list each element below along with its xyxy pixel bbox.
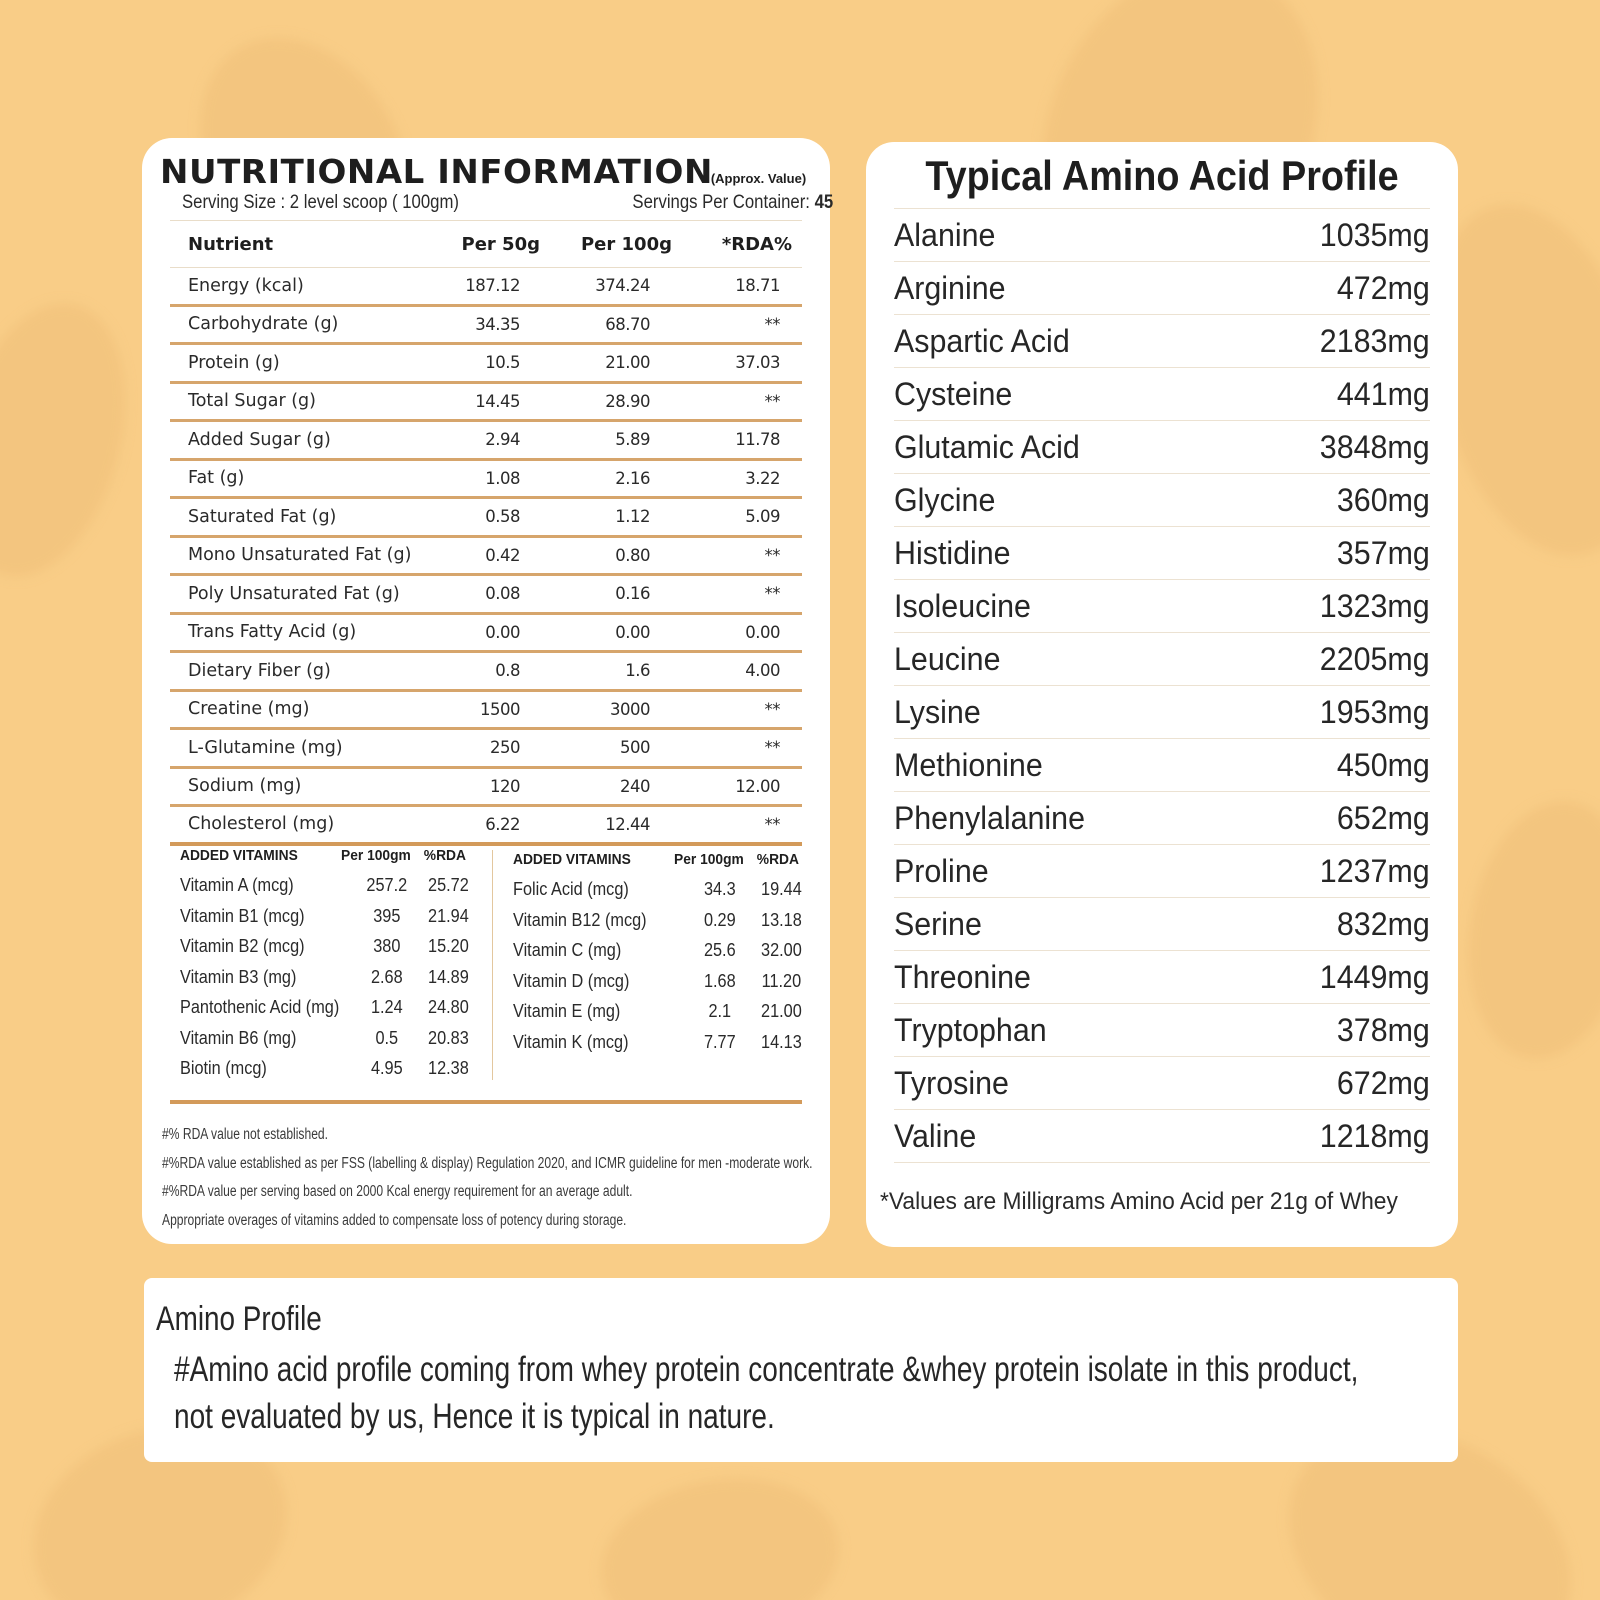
amino-acid-name: Tryptophan: [894, 1011, 1047, 1048]
nutrient-per-50g: 14.45: [475, 391, 520, 411]
nutrient-per-100g: 0.80: [615, 545, 650, 565]
nutrient-rda: 12.00: [735, 776, 780, 796]
background-almond-shape: [1449, 788, 1600, 1072]
vitamin-row: [513, 905, 830, 936]
nutrient-name: L-Glutamine (mg): [188, 737, 343, 758]
vitamin-name: Pantothenic Acid (mg): [180, 996, 340, 1018]
nutrition-info-card: [142, 138, 834, 1244]
nutrition-table-row: [170, 307, 802, 346]
column-header-nutrient: Nutrient: [188, 234, 274, 255]
vitamin-rda: 15.20: [428, 935, 469, 957]
nutrient-name: Sodium (mg): [188, 776, 302, 797]
amino-acid-row: [894, 421, 1430, 474]
vitamin-rda: 20.83: [428, 1026, 469, 1048]
nutrient-per-50g: 2.94: [485, 430, 520, 450]
vitamin-rda: 14.89: [428, 965, 469, 987]
nutrient-rda: **: [764, 545, 780, 565]
nutrition-table-row: [170, 422, 802, 461]
vitamin-row: [180, 901, 497, 932]
nutrient-per-50g: 6.22: [485, 814, 520, 834]
nutrition-table-row: [170, 499, 802, 538]
nutrient-per-50g: 0.00: [485, 622, 520, 642]
amino-acid-row: [894, 845, 1430, 898]
vitamin-per-100gm: 1.68: [703, 969, 736, 991]
nutrient-rda: 4.00: [745, 661, 780, 681]
nutrient-per-50g: 1.08: [485, 468, 520, 488]
amino-acid-value: 472mg: [1337, 269, 1430, 306]
amino-acid-row: [894, 315, 1430, 368]
nutrient-rda: **: [764, 738, 780, 758]
nutrition-table-row: [170, 345, 802, 384]
amino-acid-value: 1953mg: [1320, 693, 1430, 730]
servings-per-container: [632, 192, 833, 214]
amino-acid-name: Valine: [894, 1117, 977, 1154]
vitamins-header-name: ADDED VITAMINS: [513, 850, 631, 868]
vitamin-rda: 21.00: [761, 1000, 802, 1022]
amino-acid-name: Serine: [894, 905, 982, 942]
background-almond-shape: [588, 1460, 852, 1600]
vitamins-left-body: [180, 870, 492, 1084]
vitamin-per-100gm: 2.1: [708, 1000, 732, 1022]
nutrient-per-50g: 250: [490, 738, 520, 758]
vitamin-row: [180, 962, 497, 993]
amino-acid-row: [894, 580, 1430, 633]
vitamin-name: Vitamin B2 (mcg): [180, 935, 305, 957]
vitamin-name: Vitamin D (mcg): [513, 969, 630, 991]
vitamin-row: [513, 966, 830, 997]
vitamin-name: Vitamin B6 (mg): [180, 1026, 297, 1048]
nutrition-title: NUTRITIONAL INFORMATION: [160, 152, 713, 191]
amino-acid-name: Threonine: [894, 958, 1031, 995]
amino-acid-name: Isoleucine: [894, 587, 1031, 624]
nutrient-per-100g: 12.44: [605, 814, 650, 834]
footnote: #%RDA value per serving based on 2000 Kcal energy requirement for an average adult.: [162, 1183, 633, 1200]
amino-acid-row: [894, 633, 1430, 686]
nutrient-name: Dietary Fiber (g): [188, 660, 331, 681]
amino-acid-name: Tyrosine: [894, 1064, 1009, 1101]
nutrient-name: Added Sugar (g): [188, 429, 331, 450]
amino-acid-value: 1237mg: [1320, 852, 1430, 889]
nutrition-table-body: [170, 268, 802, 846]
nutrition-table: [170, 222, 802, 846]
footnote: Appropriate overages of vitamins added to compensate loss of potency during storage.: [162, 1211, 627, 1229]
vitamin-rda: 12.38: [428, 1057, 469, 1079]
nutrient-name: Carbohydrate (g): [188, 314, 339, 335]
nutrient-name: Protein (g): [188, 352, 280, 373]
vitamin-per-100gm: 0.5: [375, 1026, 399, 1048]
nutrient-rda: 37.03: [735, 353, 780, 373]
nutrition-table-row: [170, 576, 802, 615]
vitamin-per-100gm: 34.3: [703, 878, 736, 900]
nutrient-per-100g: 3000: [610, 699, 650, 719]
nutrient-per-100g: 374.24: [595, 276, 650, 296]
nutrient-per-100g: 1.6: [625, 661, 650, 681]
vitamin-per-100gm: 25.6: [703, 939, 736, 961]
nutrient-rda: **: [764, 314, 780, 334]
nutrient-per-50g: 0.08: [485, 584, 520, 604]
amino-acid-row: [894, 1004, 1430, 1057]
footnotes: [162, 1121, 833, 1235]
vitamins-header-per100: Per 100gm: [674, 850, 744, 868]
amino-acid-name: Alanine: [894, 216, 996, 253]
amino-acid-name: Histidine: [894, 534, 1011, 571]
amino-acid-value: 357mg: [1337, 534, 1430, 571]
vitamin-rda: 14.13: [761, 1030, 802, 1052]
amino-acid-value: 378mg: [1337, 1011, 1430, 1048]
vitamin-name: Vitamin B12 (mcg): [513, 908, 647, 930]
nutrition-table-row: [170, 769, 802, 808]
amino-acid-value: 672mg: [1337, 1064, 1430, 1101]
vitamin-name: Vitamin B1 (mcg): [180, 904, 305, 926]
nutrient-per-50g: 0.58: [485, 507, 520, 527]
vitamin-rda: 25.72: [428, 874, 469, 896]
vitamin-per-100gm: 395: [373, 904, 401, 926]
nutrient-rda: **: [764, 699, 780, 719]
amino-acid-name: Cysteine: [894, 375, 1013, 412]
vitamin-row: [180, 992, 497, 1023]
footnote: #%RDA value established as per FSS (labelling & display) Regulation 2020, and ICMR guideline for men -moderate work.: [162, 1154, 813, 1172]
nutrient-per-100g: 5.89: [615, 430, 650, 450]
nutrient-rda: **: [764, 584, 780, 604]
nutrition-title-row: [160, 152, 806, 191]
nutrient-per-50g: 34.35: [475, 314, 520, 334]
nutrition-table-header: [170, 222, 802, 268]
vitamins-table-left: [170, 840, 492, 1090]
amino-acid-name: Lysine: [894, 693, 981, 730]
vitamin-per-100gm: 380: [373, 935, 401, 957]
nutrition-table-row: [170, 461, 802, 500]
amino-profile-note-title: Amino Profile: [156, 1300, 322, 1338]
vitamin-rda: 11.20: [761, 969, 802, 991]
serving-size: Serving Size : 2 level scoop ( 100gm): [182, 192, 459, 213]
vitamin-rda: 21.94: [428, 904, 469, 926]
nutrition-table-row: [170, 653, 802, 692]
vitamin-row: [513, 1027, 830, 1058]
amino-acid-profile-card: [866, 142, 1458, 1247]
nutrition-table-row: [170, 692, 802, 731]
amino-acid-value: 1323mg: [1320, 587, 1430, 624]
amino-acid-row: [894, 951, 1430, 1004]
amino-acid-value: 2205mg: [1320, 640, 1430, 677]
amino-acid-value: 441mg: [1337, 375, 1430, 412]
background-almond-shape: [0, 284, 154, 596]
servings-per-container-label: Servings Per Container:: [632, 192, 810, 213]
nutrient-rda: 11.78: [735, 430, 780, 450]
vitamin-name: Folic Acid (mcg): [513, 878, 629, 900]
header-divider: [170, 220, 802, 221]
vitamin-row: [180, 870, 497, 901]
vitamin-per-100gm: 1.24: [370, 996, 403, 1018]
column-header-rda: *RDA%: [721, 234, 792, 255]
amino-acid-value: 2183mg: [1320, 322, 1430, 359]
nutrient-name: Poly Unsaturated Fat (g): [188, 583, 400, 604]
vitamin-per-100gm: 4.95: [370, 1057, 403, 1079]
column-header-per-50g: Per 50g: [461, 234, 540, 255]
vitamin-per-100gm: 0.29: [703, 908, 736, 930]
nutrient-per-100g: 500: [620, 738, 650, 758]
amino-acid-row: [894, 262, 1430, 315]
amino-acid-row: [894, 368, 1430, 421]
nutrition-table-row: [170, 538, 802, 577]
amino-acid-row: [894, 739, 1430, 792]
nutrient-per-50g: 1500: [480, 699, 520, 719]
vitamin-rda: 13.18: [761, 908, 802, 930]
amino-acid-name: Glutamic Acid: [894, 428, 1080, 465]
nutrient-rda: 5.09: [745, 507, 780, 527]
column-header-per-100g: Per 100g: [580, 234, 672, 255]
nutrition-table-row: [170, 730, 802, 769]
nutrient-name: Saturated Fat (g): [188, 506, 337, 527]
vitamin-row: [513, 874, 830, 905]
nutrition-table-row: [170, 268, 802, 307]
nutrient-per-100g: 240: [620, 776, 650, 796]
amino-acid-name: Proline: [894, 852, 989, 889]
amino-acid-row: [894, 792, 1430, 845]
amino-acid-name: Methionine: [894, 746, 1043, 783]
amino-acid-name: Arginine: [894, 269, 1006, 306]
nutrient-per-100g: 21.00: [605, 353, 650, 373]
vitamin-row: [513, 935, 830, 966]
nutrient-per-50g: 120: [490, 776, 520, 796]
amino-profile-note-card: [144, 1278, 1458, 1462]
nutrient-per-50g: 0.42: [485, 545, 520, 565]
vitamins-header-rda: %RDA: [423, 846, 466, 864]
amino-acid-name: Glycine: [894, 481, 996, 518]
amino-profile-title: Typical Amino Acid Profile: [925, 152, 1399, 199]
vitamins-bottom-divider: [170, 1100, 802, 1104]
vitamins-table-right: [492, 850, 802, 1080]
vitamin-row: [513, 996, 830, 1027]
nutrient-name: Cholesterol (mg): [188, 814, 335, 835]
nutrient-per-100g: 2.16: [615, 468, 650, 488]
amino-acid-row: [894, 209, 1430, 262]
nutrient-rda: 3.22: [745, 468, 780, 488]
amino-values-note: *Values are Milligrams Amino Acid per 21g of Whey: [880, 1188, 1398, 1215]
amino-acid-value: 360mg: [1337, 481, 1430, 518]
nutrient-name: Fat (g): [188, 468, 245, 489]
nutrient-per-100g: 0.00: [615, 622, 650, 642]
amino-acid-value: 1449mg: [1320, 958, 1430, 995]
nutrient-name: Mono Unsaturated Fat (g): [188, 545, 412, 566]
nutrient-per-100g: 28.90: [605, 391, 650, 411]
vitamin-rda: 19.44: [761, 878, 802, 900]
vitamin-row: [180, 1023, 497, 1054]
amino-acid-row: [894, 527, 1430, 580]
vitamin-rda: 24.80: [428, 996, 469, 1018]
vitamin-row: [180, 931, 497, 962]
amino-acid-name: Leucine: [894, 640, 1001, 677]
added-vitamins-section: [170, 840, 802, 1090]
vitamin-name: Vitamin A (mcg): [180, 874, 294, 896]
vitamin-name: Biotin (mcg): [180, 1057, 267, 1079]
serving-info-row: [182, 192, 833, 214]
amino-profile-note-text: [174, 1346, 1454, 1440]
amino-acid-value: 450mg: [1337, 746, 1430, 783]
vitamins-header-name: ADDED VITAMINS: [180, 846, 298, 864]
nutrient-per-50g: 187.12: [465, 276, 520, 296]
nutrient-rda: **: [764, 814, 780, 834]
vitamin-per-100gm: 7.77: [703, 1030, 736, 1052]
nutrient-per-50g: 0.8: [495, 661, 520, 681]
nutrient-name: Trans Fatty Acid (g): [188, 622, 357, 643]
nutrient-name: Total Sugar (g): [188, 391, 316, 412]
vitamin-row: [180, 1053, 497, 1084]
nutrient-name: Creatine (mg): [188, 699, 310, 720]
amino-acid-name: Aspartic Acid: [894, 322, 1070, 359]
nutrient-rda: 0.00: [745, 622, 780, 642]
amino-acid-name: Phenylalanine: [894, 799, 1085, 836]
amino-acid-row: [894, 1110, 1430, 1163]
nutrient-rda: **: [764, 391, 780, 411]
nutrient-per-50g: 10.5: [485, 353, 520, 373]
nutrition-table-row: [170, 384, 802, 423]
amino-acid-row: [894, 474, 1430, 527]
amino-acid-row: [894, 686, 1430, 739]
nutrient-rda: 18.71: [735, 276, 780, 296]
vitamins-header-rda: %RDA: [756, 850, 799, 868]
vitamins-header-per100: Per 100gm: [341, 846, 411, 864]
vitamins-header: [180, 840, 484, 870]
amino-acid-value: 1218mg: [1320, 1117, 1430, 1154]
amino-acid-list: [894, 208, 1430, 1163]
nutrition-table-row: [170, 615, 802, 654]
vitamin-name: Vitamin B3 (mg): [180, 965, 297, 987]
amino-acid-value: 652mg: [1337, 799, 1430, 836]
servings-per-container-value: 45: [814, 192, 834, 213]
note-line: #Amino acid profile coming from whey protein concentrate &whey protein isolate in this product,: [174, 1350, 1359, 1389]
note-line: not evaluated by us, Hence it is typical in nature.: [174, 1397, 775, 1436]
vitamin-per-100gm: 257.2: [366, 874, 408, 896]
vitamin-per-100gm: 2.68: [370, 965, 403, 987]
footnote: #% RDA value not established.: [162, 1126, 329, 1143]
amino-acid-value: 832mg: [1337, 905, 1430, 942]
nutrient-per-100g: 0.16: [615, 584, 650, 604]
vitamin-name: Vitamin C (mg): [513, 939, 622, 961]
vitamins-right-body: [513, 874, 802, 1057]
amino-acid-row: [894, 898, 1430, 951]
nutrient-name: Energy (kcal): [188, 275, 304, 296]
approx-value-label: (Approx. Value): [710, 171, 807, 186]
nutrient-per-100g: 68.70: [605, 314, 650, 334]
amino-acid-row: [894, 1057, 1430, 1110]
amino-acid-value: 3848mg: [1320, 428, 1430, 465]
vitamin-rda: 32.00: [761, 939, 802, 961]
vitamin-name: Vitamin E (mg): [513, 1000, 621, 1022]
vitamins-header: [513, 844, 817, 874]
nutrient-per-100g: 1.12: [615, 507, 650, 527]
amino-acid-value: 1035mg: [1320, 216, 1430, 253]
vitamin-name: Vitamin K (mcg): [513, 1030, 629, 1052]
